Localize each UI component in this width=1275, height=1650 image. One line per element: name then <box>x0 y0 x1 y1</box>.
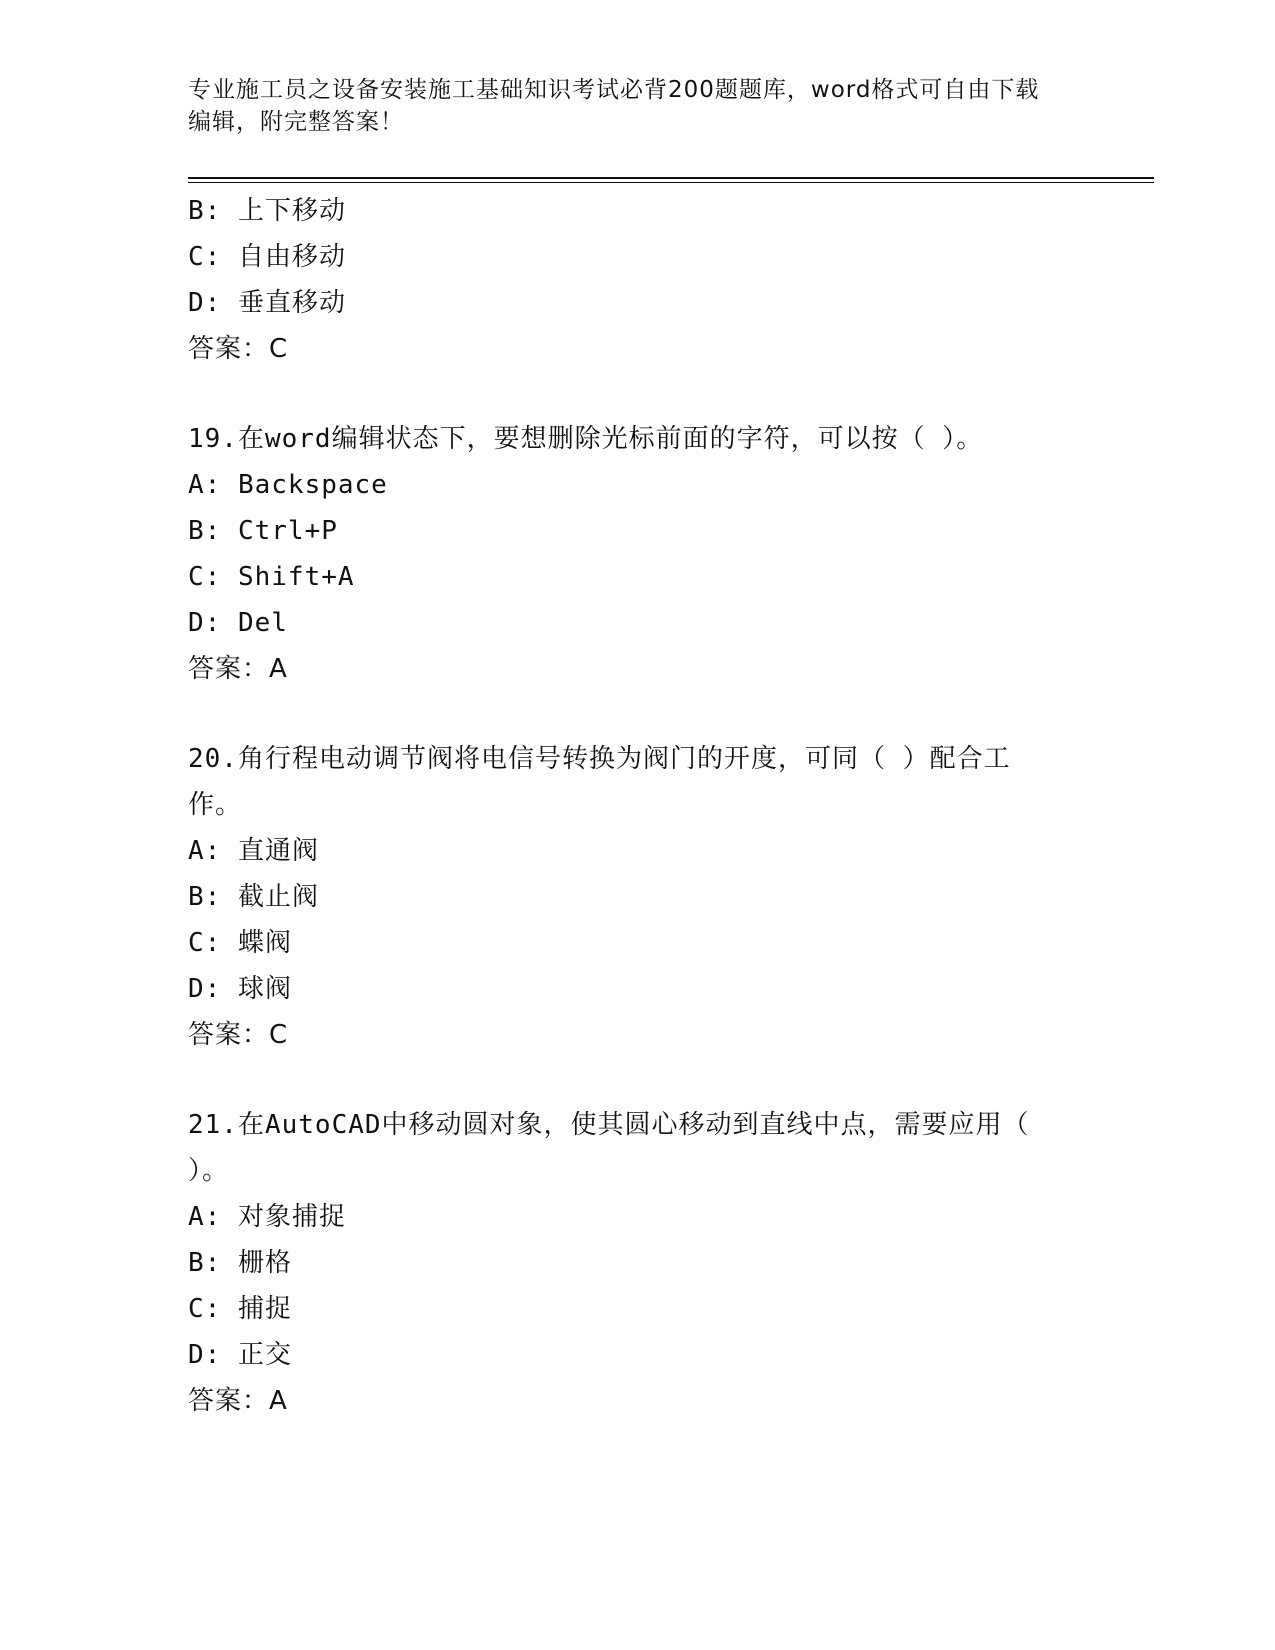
q18-answer: 答案：C <box>188 334 289 364</box>
question-20 <box>188 736 1088 1058</box>
q18-option-c: C: 自由移动 <box>188 242 346 272</box>
q21-question-line-1: 21.在AutoCAD中移动圆对象，使其圆心移动到直线中点，需要应用（ <box>188 1110 1030 1140</box>
q19-option-c: C: Shift+A <box>188 562 355 592</box>
spacer <box>188 372 1088 416</box>
q19-question: 19.在word编辑状态下，要想删除光标前面的字符，可以按（ ）。 <box>188 424 984 454</box>
document-header <box>188 74 1068 138</box>
header-title-line-1: 专业施工员之设备安装施工基础知识考试必背200题题库，word格式可自由下载 <box>188 77 1040 103</box>
spacer <box>188 692 1088 736</box>
q19-option-b: B: Ctrl+P <box>188 516 338 546</box>
spacer <box>188 1058 1088 1102</box>
q20-answer: 答案：C <box>188 1020 289 1050</box>
q21-option-c: C: 捕捉 <box>188 1294 292 1324</box>
header-divider-thick <box>188 177 1154 179</box>
question-18 <box>188 188 1088 372</box>
q19-option-a: A: Backspace <box>188 470 388 500</box>
q21-option-d: D: 正交 <box>188 1340 292 1370</box>
q18-option-d: D: 垂直移动 <box>188 288 346 318</box>
q20-option-c: C: 蝶阀 <box>188 928 292 958</box>
question-21 <box>188 1102 1088 1424</box>
q20-option-a: A: 直通阀 <box>188 836 319 866</box>
q20-option-d: D: 球阀 <box>188 974 292 1004</box>
question-content <box>188 188 1088 1424</box>
q21-question-line-2: ）。 <box>188 1156 230 1186</box>
q20-option-b: B: 截止阀 <box>188 882 319 912</box>
q21-option-a: A: 对象捕捉 <box>188 1202 346 1232</box>
q19-option-d: D: Del <box>188 608 288 638</box>
q21-option-b: B: 栅格 <box>188 1248 292 1278</box>
q18-option-b: B: 上下移动 <box>188 196 346 226</box>
header-divider-thin <box>188 182 1154 183</box>
q20-question-line-2: 作。 <box>188 790 243 820</box>
q19-answer: 答案：A <box>188 654 288 684</box>
header-title-line-2: 编辑，附完整答案！ <box>188 109 404 135</box>
q20-question-line-1: 20.角行程电动调节阀将电信号转换为阀门的开度，可同（ ）配合工 <box>188 744 1011 774</box>
q21-answer: 答案：A <box>188 1386 288 1416</box>
question-19 <box>188 416 1088 692</box>
